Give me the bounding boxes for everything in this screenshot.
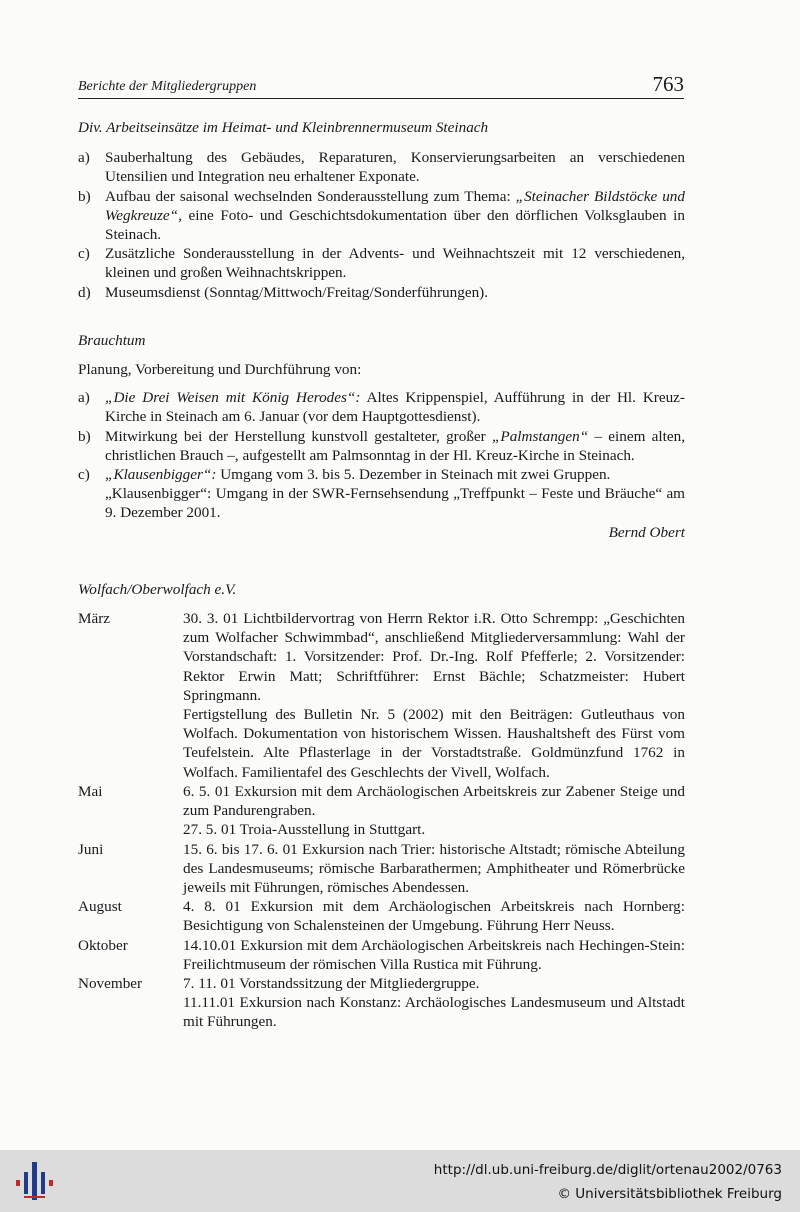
event-entry: 7. 11. 01 Vorstandssitzung der Mitgliedergruppe. — [183, 974, 480, 992]
running-header-title: Berichte der Mitgliedergruppen — [78, 79, 257, 94]
calendar-row — [78, 936, 685, 974]
signature: Bernd Obert — [608, 523, 685, 541]
list-item: c) „Klausenbigger“: Umgang vom 3. bis 5. Dezember in Steinach mit zwei Gruppen. „Klausenbigger“: Umgang in der SWR-Fernsehsendung „Treffpunkt – Feste und Bräuche“ am 9. Dezember 2001. — [78, 466, 685, 522]
section-heading-wolfach: Wolfach/Oberwolfach e.V. — [78, 580, 237, 598]
event-entry: Fertigstellung des Bulletin Nr. 5 (2002) mit den Beiträgen: Gutleuthaus von Wolfach. Dokumentation von historischem Wissen. Haushaltsheft des Fürst vom Teufelstein. Alte Pflasterlage in der Vorstadtstraße. Goldmünzfund 1762 in Wolfach. Familientafel des Geschlechts der Vivell, Wolfach. — [183, 706, 685, 781]
event-entry: 11.11.01 Exkursion nach Konstanz: Archäologisches Landesmuseum und Altstadt mit Führungen. — [183, 994, 685, 1031]
calendar-row — [78, 609, 685, 782]
section-heading-brauchtum: Brauchtum — [78, 331, 146, 349]
list-item: a) „Die Drei Weisen mit König Herodes“: Altes Krippenspiel, Aufführung in der Hl. Kreuz-Kirche in Steinach am 6. Januar (vor dem Hauptgottesdienst). — [78, 389, 685, 426]
document-url-link[interactable]: http://dl.ub.uni-freiburg.de/diglit/ortenau2002/0763 — [433, 1162, 782, 1178]
museum-list — [78, 148, 685, 302]
event-calendar — [78, 609, 685, 1031]
list-item: b) Aufbau der saisonal wechselnden Sonderausstellung zum Thema: „Steinacher Bildstöcke und Wegkreuze“, eine Foto- und Geschichtsdokumentation über den dörflichen Volksglauben in Steinach. — [78, 187, 685, 244]
event-entry: 30. 3. 01 Lichtbildervortrag von Herrn Rektor i.R. Otto Schrempp: „Geschichten zum Wolfacher Schwimmbad“, anschließend Mitgliederversammlung: Wahl der Vorstandschaft: 1. Vorsitzender: Prof. Dr.-Ing. Rolf Pfefferle; 2. Vorsitzender: Rektor Erwin Matt; Schriftführer: Ernst Bächle; Schatzmeister: Hubert Springmann. — [183, 610, 685, 704]
month-label: Oktober — [78, 936, 128, 954]
month-label: März — [78, 610, 111, 628]
calendar-row — [78, 897, 685, 935]
viewer-footer — [0, 1150, 800, 1212]
event-entry: 15. 6. bis 17. 6. 01 Exkursion nach Trier: historische Altstadt; römische Abteilung des Landesmuseums; römische Barbarathermen; Amphitheater und Römerbrücke jeweils mit Führungen, römisches Abendessen. — [183, 840, 685, 896]
list-item: d) Museumsdienst (Sonntag/Mittwoch/Freitag/Sonderführungen). — [78, 283, 489, 301]
section-heading-museum: Div. Arbeitseinsätze im Heimat- und Kleinbrennermuseum Steinach — [78, 119, 489, 136]
month-label: November — [78, 974, 143, 992]
event-entry: 14.10.01 Exkursion mit dem Archäologischen Arbeitskreis nach Hechingen-Stein: Freilichtmuseum der römischen Villa Rustica mit Führung. — [183, 936, 685, 973]
calendar-row — [78, 840, 685, 898]
list-item: b) Mitwirkung bei der Herstellung kunstvoll gestalteter, großer „Palmstangen“ – einem alten, christlichen Brauch –, aufgestellt am Palmsonntag in der Hl. Kreuz-Kirche in Steinach. — [78, 427, 685, 464]
event-entry: 4. 8. 01 Exkursion mit dem Archäologischen Arbeitskreis nach Hornberg: Besichtigung von Schalensteinen der Umgebung. Führung Herr Neuss. — [183, 898, 685, 935]
page-number: 763 — [652, 72, 684, 96]
page-body — [78, 118, 685, 1032]
month-label: August — [78, 898, 122, 916]
event-entry: 27. 5. 01 Troia-Ausstellung in Stuttgart. — [183, 821, 426, 839]
event-entry: 6. 5. 01 Exkursion mit dem Archäologischen Arbeitskreis zur Zabener Steige und zum Pandurengraben. — [183, 782, 685, 820]
month-label: Juni — [78, 840, 104, 858]
running-header — [78, 72, 684, 99]
list-item: a) Sauberhaltung des Gebäudes, Reparaturen, Konservierungsarbeiten an verschiedenen Utensilien und Integration neu erhaltener Exponate. — [78, 149, 685, 186]
copyright-text: © Universitätsbibliothek Freiburg — [557, 1186, 782, 1202]
brauchtum-intro: Planung, Vorbereitung und Durchführung von: — [78, 361, 362, 379]
list-item: c) Zusätzliche Sonderausstellung in der Advents- und Weihnachtszeit mit 12 verschiedenen, kleinen und großen Weihnachtskrippen. — [78, 245, 685, 282]
month-label: Mai — [78, 782, 103, 800]
calendar-row — [78, 974, 685, 1032]
calendar-row — [78, 782, 685, 840]
ub-freiburg-logo-icon[interactable] — [12, 1160, 56, 1202]
brauchtum-list — [78, 388, 685, 522]
